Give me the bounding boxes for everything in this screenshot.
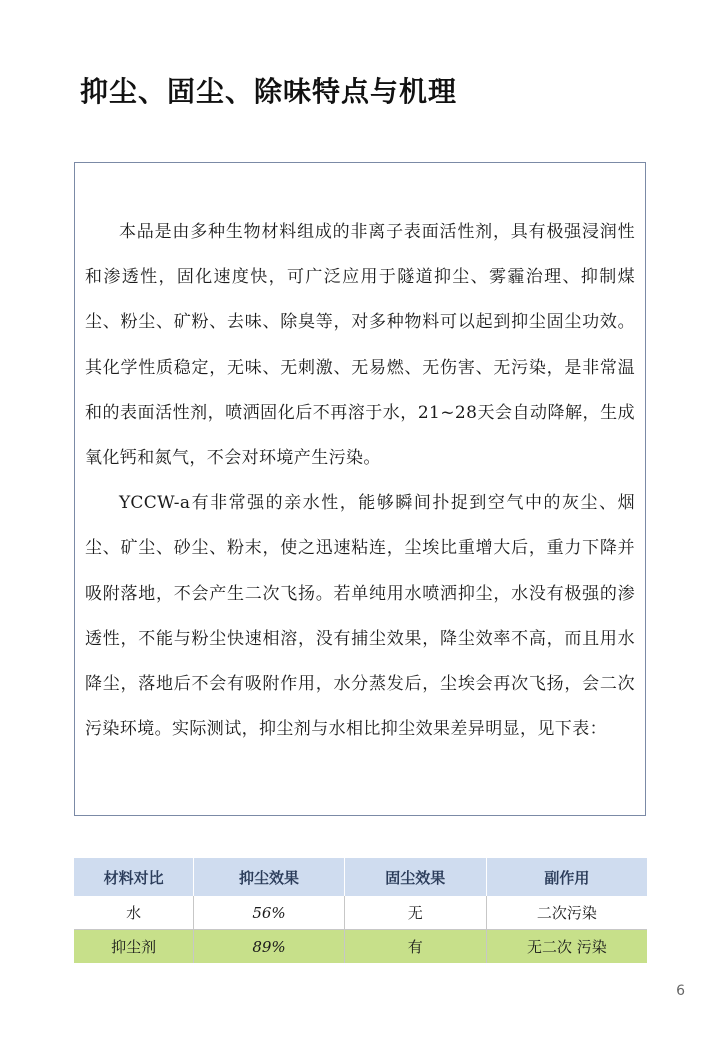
cell-suppression: 56%: [194, 896, 344, 930]
header-suppression: 抑尘效果: [194, 858, 344, 896]
cell-material: 抑尘剂: [74, 930, 194, 964]
table-row: [74, 896, 647, 930]
cell-fixation: 无: [344, 896, 486, 930]
header-side-effect: 副作用: [486, 858, 647, 896]
header-fixation: 固尘效果: [344, 858, 486, 896]
table-row: [74, 930, 647, 964]
header-material: 材料对比: [74, 858, 194, 896]
description-text-box: [74, 162, 646, 816]
cell-fixation: 有: [344, 930, 486, 964]
table-header-row: [74, 858, 647, 896]
cell-material: 水: [74, 896, 194, 930]
cell-suppression: 89%: [194, 930, 344, 964]
page-title: 抑尘、固尘、除味特点与机理: [80, 75, 458, 108]
description-paragraph-2: YCCW-a有非常强的亲水性，能够瞬间扑捉到空气中的灰尘、烟尘、矿尘、砂尘、粉末，使之迅速粘连，尘埃比重增大后，重力下降并吸附落地，不会产生二次飞扬。若单纯用水喷洒抑尘，水没有极强的渗透性，不能与粉尘快速相溶，没有捕尘效果，降尘效率不高，而且用水降尘，落地后不会有吸附作用，水分蒸发后，尘埃会再次飞扬，会二次污染环境。实际测试，抑尘剂与水相比抑尘效果差异明显，见下表：: [85, 493, 635, 740]
comparison-table: [74, 858, 647, 963]
cell-side-effect: 无二次 污染: [486, 930, 647, 964]
page-number: 6: [676, 983, 685, 999]
cell-side-effect: 二次污染: [486, 896, 647, 930]
description-paragraph-1: 本品是由多种生物材料组成的非离子表面活性剂，具有极强浸润性和渗透性，固化速度快，可广泛应用于隧道抑尘、雾霾治理、抑制煤尘、粉尘、矿粉、去味、除臭等，对多种物料可以起到抑尘固尘功效。其化学性质稳定，无味、无刺激、无易燃、无伤害、无污染，是非常温和的表面活性剂，喷洒固化后不再溶于水，21~28天会自动降解，生成氧化钙和氮气，不会对环境产生污染。: [85, 222, 635, 469]
